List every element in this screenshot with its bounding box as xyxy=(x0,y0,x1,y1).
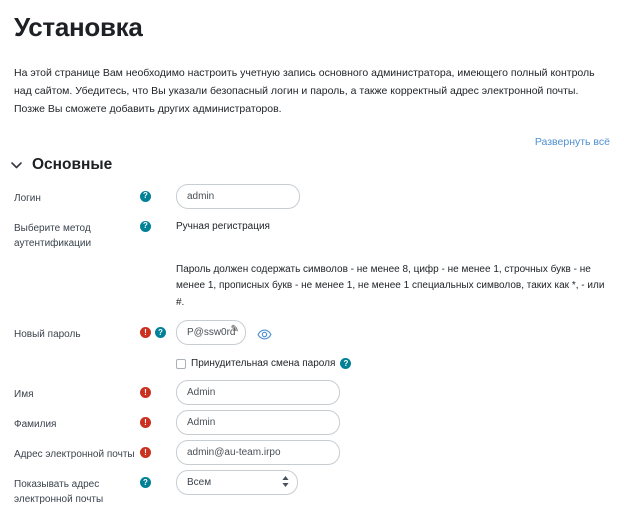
required-icon: ! xyxy=(140,387,151,398)
form-row-first-name xyxy=(14,380,610,407)
section-title: Основные xyxy=(32,155,113,173)
help-icon[interactable]: ? xyxy=(140,191,151,202)
chevron-down-icon xyxy=(10,161,23,170)
pencil-icon[interactable]: ✎ xyxy=(230,324,239,336)
required-icon: ! xyxy=(140,327,151,338)
eye-icon[interactable] xyxy=(257,329,272,340)
email-visibility-select[interactable] xyxy=(176,470,298,495)
form-row-email-visibility xyxy=(14,470,610,507)
form-row-force-change xyxy=(14,350,610,377)
login-label: Логин xyxy=(14,192,41,204)
help-icon[interactable]: ? xyxy=(140,221,151,232)
email-visibility-label: Показывать адрес электронной почты xyxy=(14,479,104,506)
auth-method-label: Выберите метод аутентификации xyxy=(14,222,92,249)
select-stepper-icon xyxy=(282,476,289,490)
help-icon[interactable]: ? xyxy=(155,327,166,338)
section-header-general[interactable] xyxy=(10,156,610,174)
email-label: Адрес электронной почты xyxy=(14,449,135,461)
email-visibility-selected-value: Всем xyxy=(187,477,212,489)
help-icon[interactable]: ? xyxy=(340,358,351,369)
first-name-input[interactable] xyxy=(176,380,340,405)
force-password-change-checkbox[interactable] xyxy=(176,359,186,369)
form-row-last-name xyxy=(14,410,610,437)
form-row-password-rules xyxy=(14,254,610,318)
form-row-login xyxy=(14,184,610,211)
new-password-label: Новый пароль xyxy=(14,329,81,341)
form-row-new-password xyxy=(14,320,610,347)
form-row-auth-method xyxy=(14,214,610,251)
page-title: Установка xyxy=(14,12,143,42)
required-icon: ! xyxy=(140,447,151,458)
expand-all-link[interactable]: Развернуть всё xyxy=(534,135,610,148)
login-input[interactable] xyxy=(176,184,300,209)
email-input[interactable] xyxy=(176,440,340,465)
password-rules-text: Пароль должен содержать символов - не менее 8, цифр - не менее 1, строчных букв - не менее 1, прописных букв - не менее 1, не менее 1 специальных символов, таких как *, - или #. xyxy=(176,263,605,308)
auth-method-value: Ручная регистрация xyxy=(176,220,270,232)
intro-text: На этой странице Вам необходимо настроить учетную запись основного администратора, имеющего полный контроль над сайтом. Убедитесь, что Вы указали безопасный логин и пароль, а также корректный адрес электронной почты. Позже Вы сможете добавить других администраторов. xyxy=(14,67,595,115)
first-name-label: Имя xyxy=(14,389,34,401)
last-name-label: Фамилия xyxy=(14,419,57,431)
force-password-change-label[interactable]: Принудительная смена пароля xyxy=(191,358,336,370)
required-icon: ! xyxy=(140,417,151,428)
form-row-email xyxy=(14,440,610,467)
help-icon[interactable]: ? xyxy=(140,477,151,488)
expand-all-row xyxy=(14,132,610,150)
